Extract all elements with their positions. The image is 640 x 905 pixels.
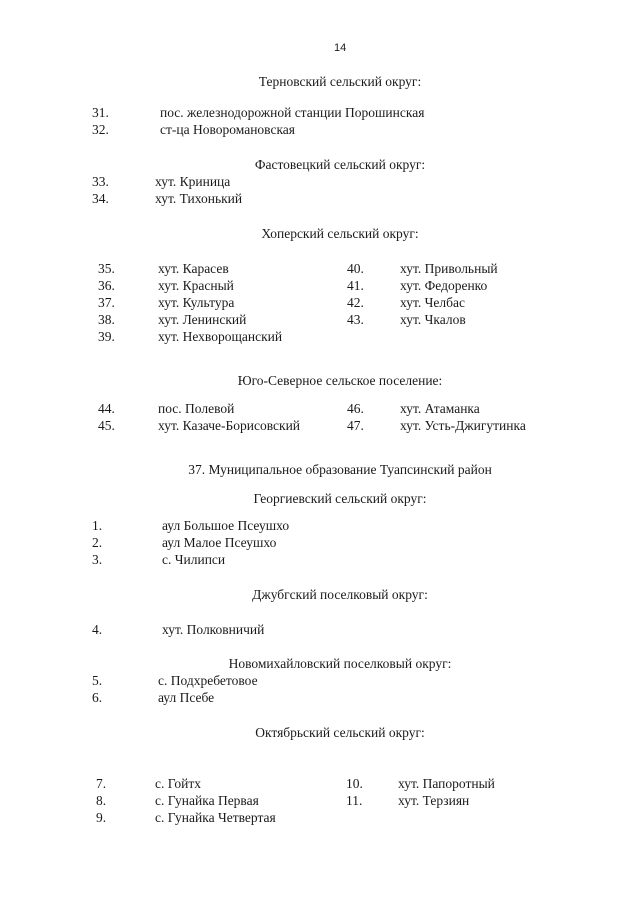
settlement-name: аул Псебе	[158, 690, 215, 705]
item-number: 6.	[92, 690, 103, 705]
settlement-name: с. Чилипси	[162, 552, 226, 567]
settlement-name: хут. Ленинский	[158, 312, 247, 327]
item-number: 45.	[98, 418, 115, 433]
section-heading: Октябрьский сельский округ:	[255, 725, 425, 740]
settlement-name: хут. Криница	[155, 174, 231, 189]
item-number: 9.	[96, 810, 107, 825]
item-number: 7.	[96, 776, 107, 791]
settlement-name: хут. Карасев	[158, 261, 229, 276]
item-number: 36.	[98, 278, 115, 293]
settlement-name: хут. Челбас	[400, 295, 465, 310]
item-number: 43.	[347, 312, 364, 327]
settlement-name: хут. Терзиян	[398, 793, 470, 808]
item-number: 3.	[92, 552, 103, 567]
settlement-name: с. Гунайка Первая	[155, 793, 259, 808]
settlement-name: хут. Нехворощанский	[158, 329, 283, 344]
page-number: 14	[334, 42, 347, 54]
section-heading: Джубгский поселковый округ:	[252, 587, 428, 602]
settlement-name: с. Гунайка Четвертая	[155, 810, 276, 825]
item-number: 47.	[347, 418, 364, 433]
item-number: 33.	[92, 174, 109, 189]
settlement-name: хут. Папоротный	[398, 776, 495, 791]
item-number: 39.	[98, 329, 115, 344]
item-number: 1.	[92, 518, 103, 533]
item-number: 11.	[346, 793, 363, 808]
item-number: 4.	[92, 622, 103, 637]
item-number: 5.	[92, 673, 103, 688]
item-number: 32.	[92, 122, 109, 137]
settlement-name: с. Гойтх	[155, 776, 201, 791]
item-number: 35.	[98, 261, 115, 276]
settlement-name: хут. Красный	[158, 278, 234, 293]
item-number: 8.	[96, 793, 107, 808]
item-number: 38.	[98, 312, 115, 327]
item-number: 31.	[92, 105, 109, 120]
settlement-name: аул Малое Псеушхо	[162, 535, 277, 550]
settlement-name: хут. Атаманка	[400, 401, 480, 416]
settlement-name: хут. Привольный	[400, 261, 498, 276]
item-number: 46.	[347, 401, 364, 416]
settlement-name: хут. Полковничий	[162, 622, 265, 637]
settlement-name: аул Большое Псеушхо	[162, 518, 290, 533]
item-number: 42.	[347, 295, 364, 310]
settlement-name: хут. Чкалов	[400, 312, 466, 327]
section-heading: Хоперский сельский округ:	[261, 226, 419, 241]
municipality-title: 37. Муниципальное образование Туапсинский район	[188, 462, 492, 477]
item-number: 40.	[347, 261, 364, 276]
settlement-name: хут. Казаче-Борисовский	[158, 418, 301, 433]
settlement-name: хут. Усть-Джигутинка	[400, 418, 526, 433]
item-number: 44.	[98, 401, 115, 416]
section-heading: Юго-Северное сельское поселение:	[237, 373, 443, 388]
section-heading: Георгиевский сельский округ:	[253, 491, 427, 506]
item-number: 10.	[346, 776, 363, 791]
settlement-name: пос. железнодорожной станции Порошинская	[160, 105, 425, 120]
item-number: 41.	[347, 278, 364, 293]
section-heading: Терновский сельский округ:	[258, 74, 422, 89]
settlement-name: хут. Культура	[158, 295, 235, 310]
item-number: 37.	[98, 295, 115, 310]
section-heading: Фастовецкий сельский округ:	[254, 157, 426, 172]
item-number: 2.	[92, 535, 103, 550]
settlement-name: с. Подхребетовое	[158, 673, 258, 688]
settlement-name: хут. Тихонький	[155, 191, 243, 206]
item-number: 34.	[92, 191, 109, 206]
settlement-name: ст-ца Новоромановская	[160, 122, 296, 137]
section-heading: Новомихайловский поселковый округ:	[228, 656, 452, 671]
settlement-name: хут. Федоренко	[400, 278, 488, 293]
settlement-name: пос. Полевой	[158, 401, 235, 416]
